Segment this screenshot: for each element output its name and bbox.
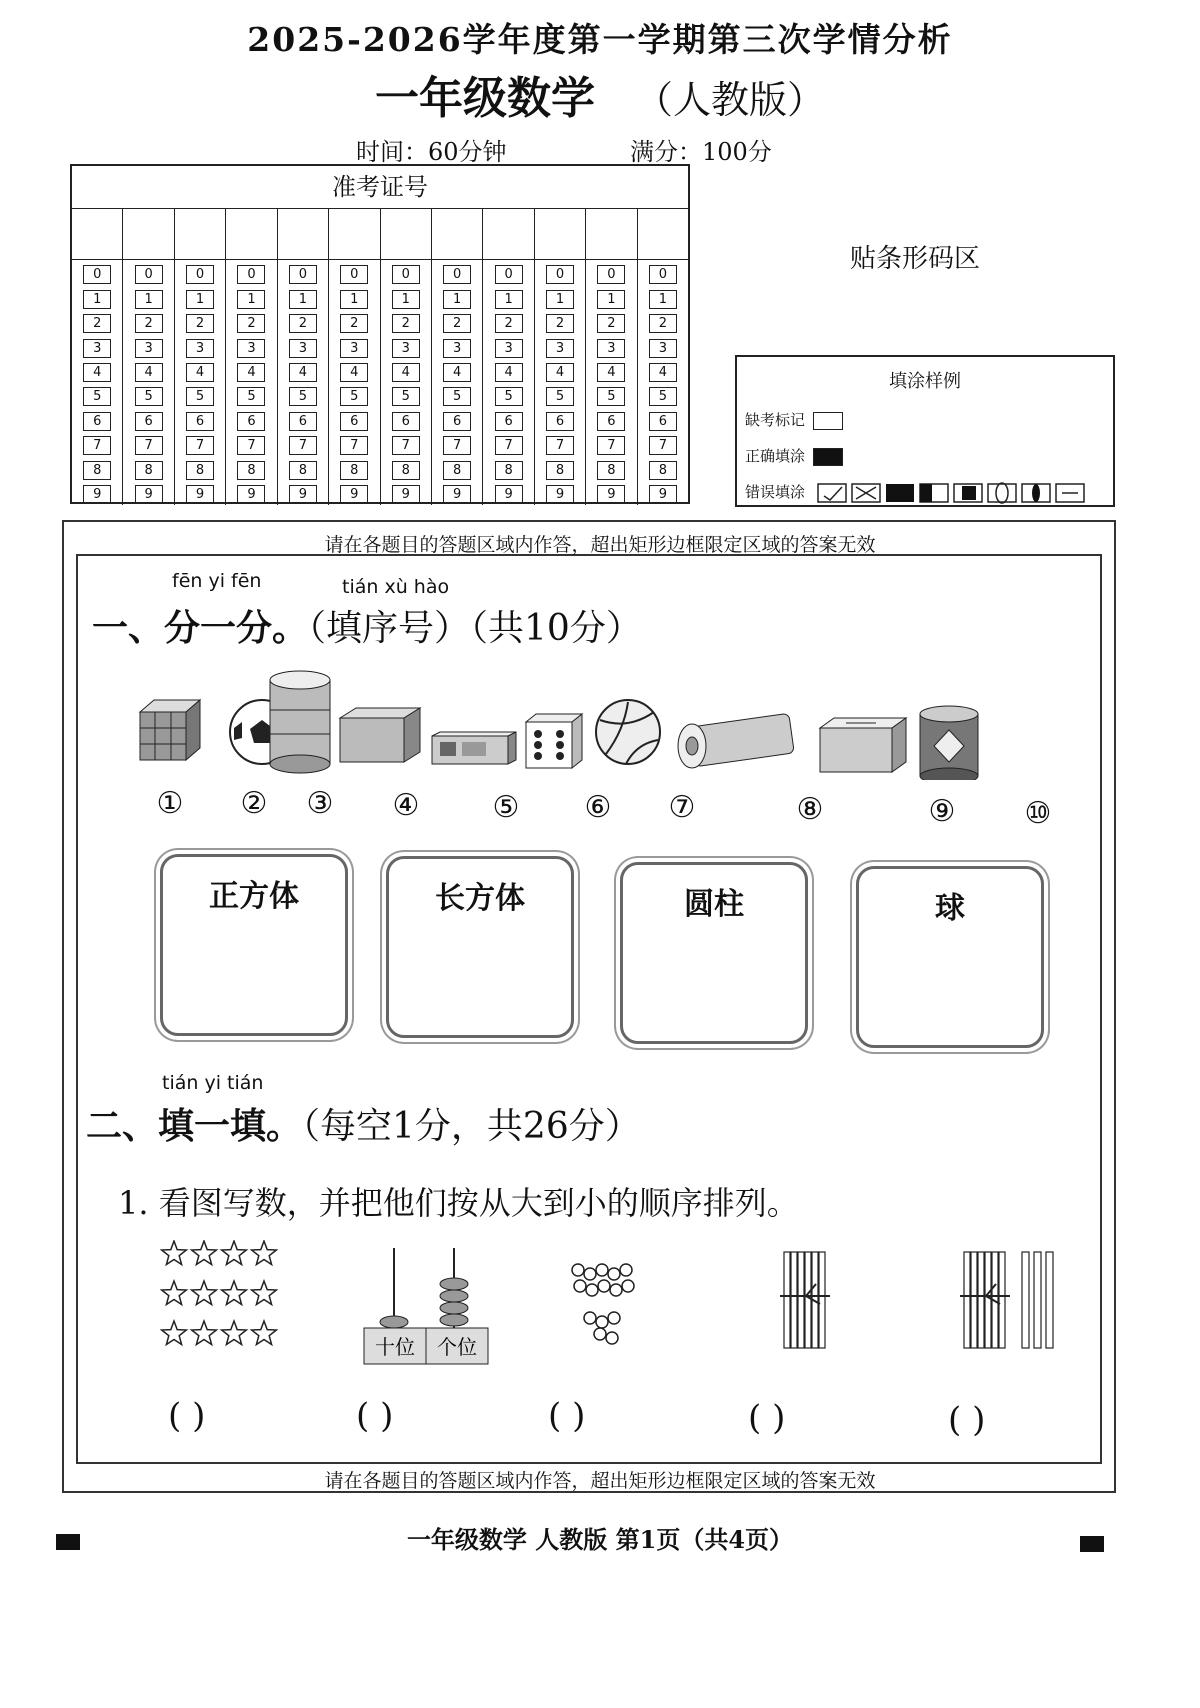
id-digit-bubble[interactable]: 3	[289, 339, 317, 358]
single-stick	[1046, 1252, 1053, 1348]
answer-blank-5[interactable]: ( )	[948, 1400, 986, 1440]
id-digit-bubble[interactable]: 1	[495, 290, 523, 309]
id-digit-bubble[interactable]: 8	[546, 461, 574, 480]
id-column	[72, 209, 123, 505]
id-digit-bubble[interactable]: 2	[289, 314, 317, 333]
admission-id-grid	[70, 164, 690, 504]
id-digit-bubble[interactable]: 8	[186, 461, 214, 480]
stick-bundle-icon	[780, 1252, 830, 1348]
id-write-cell[interactable]	[72, 209, 122, 260]
id-digit-bubble[interactable]: 2	[443, 314, 471, 333]
section2-title: 二、填一填。	[86, 1105, 303, 1147]
id-digit-bubble[interactable]: 0	[546, 265, 574, 284]
id-write-cell[interactable]	[381, 209, 431, 260]
id-write-cell[interactable]	[226, 209, 276, 260]
id-write-cell[interactable]	[432, 209, 482, 260]
id-digit-bubble[interactable]: 5	[443, 387, 471, 406]
page-footer: 一年级数学 人教版 第1页（共4页）	[406, 1525, 794, 1554]
id-digit-bubble[interactable]: 9	[186, 485, 214, 504]
id-digit-bubble[interactable]: 4	[392, 363, 420, 382]
volleyball-icon	[596, 700, 660, 764]
stick	[805, 1252, 811, 1348]
id-digit-bubble[interactable]: 9	[237, 485, 265, 504]
id-digit-bubble[interactable]: 7	[392, 436, 420, 455]
id-column	[175, 209, 226, 505]
object-number-10: ⑩	[1024, 796, 1052, 831]
id-write-cell[interactable]	[586, 209, 636, 260]
id-digit-bubble[interactable]: 0	[340, 265, 368, 284]
id-digit-bubble[interactable]: 4	[135, 363, 163, 382]
id-digit-bubble[interactable]: 1	[135, 290, 163, 309]
barcode-area: 贴条形码区	[850, 244, 981, 274]
subject-label: 一年级数学	[374, 73, 595, 124]
abacus-ones-label: 个位	[437, 1335, 477, 1359]
single-stick	[1034, 1252, 1041, 1348]
id-digit-bubble[interactable]: 0	[597, 265, 625, 284]
stick	[798, 1252, 804, 1348]
id-digit-bubble[interactable]: 5	[186, 387, 214, 406]
fill-sample-box	[735, 355, 1115, 507]
bead	[574, 1280, 586, 1292]
id-digit-bubble[interactable]: 8	[237, 461, 265, 480]
id-digit-bubble[interactable]: 9	[340, 485, 368, 504]
bead	[608, 1268, 620, 1280]
id-digit-bubble[interactable]: 3	[392, 339, 420, 358]
id-write-cell[interactable]	[278, 209, 328, 260]
correct-fill-row	[745, 445, 843, 466]
id-digit-bubble[interactable]: 4	[289, 363, 317, 382]
object-number-5: ⑤	[492, 790, 520, 825]
category-label-cube: 正方体	[209, 879, 299, 914]
id-digit-bubble[interactable]: 8	[443, 461, 471, 480]
id-digit-bubble[interactable]: 0	[289, 265, 317, 284]
id-write-cell[interactable]	[535, 209, 585, 260]
bead	[620, 1264, 632, 1276]
stick	[964, 1252, 970, 1348]
id-digit-bubble[interactable]: 5	[289, 387, 317, 406]
id-digit-bubble[interactable]: 5	[546, 387, 574, 406]
id-digit-bubble[interactable]: 5	[597, 387, 625, 406]
object-number-4: ④	[392, 788, 420, 823]
id-digit-bubble[interactable]: 3	[443, 339, 471, 358]
id-digit-bubble[interactable]: 0	[443, 265, 471, 284]
star	[222, 1281, 247, 1305]
star	[252, 1241, 277, 1265]
id-digit-bubble[interactable]: 9	[546, 485, 574, 504]
stick-bundle-with-singles-icon	[960, 1252, 1053, 1348]
bead	[594, 1328, 606, 1340]
id-digit-bubble[interactable]: 2	[597, 314, 625, 333]
id-digit-bubble[interactable]: 9	[495, 485, 523, 504]
stick	[978, 1252, 984, 1348]
id-digit-bubble[interactable]: 4	[83, 363, 111, 382]
id-digit-bubble[interactable]: 0	[135, 265, 163, 284]
id-digit-bubble[interactable]: 9	[83, 485, 111, 504]
stick	[784, 1252, 790, 1348]
id-digit-bubble[interactable]: 3	[597, 339, 625, 358]
id-digit-bubble[interactable]: 7	[289, 436, 317, 455]
id-digit-bubble[interactable]: 4	[443, 363, 471, 382]
bead	[606, 1332, 618, 1344]
section1-pinyin-a: fēn yi fēn	[172, 570, 262, 592]
bead	[596, 1316, 608, 1328]
id-digit-bubble[interactable]: 3	[495, 339, 523, 358]
id-digit-bubble[interactable]: 8	[83, 461, 111, 480]
section1-pinyin-b: tián xù hào	[342, 576, 450, 598]
id-digit-bubble[interactable]: 4	[597, 363, 625, 382]
single-stick	[1022, 1252, 1029, 1348]
id-digit-bubble[interactable]: 1	[546, 290, 574, 309]
carton-icon	[820, 718, 906, 772]
id-digit-bubble[interactable]: 4	[186, 363, 214, 382]
category-label-cylinder: 圆柱	[684, 887, 744, 922]
id-digit-bubble[interactable]: 9	[443, 485, 471, 504]
id-digit-bubble[interactable]: 3	[237, 339, 265, 358]
id-digit-bubble[interactable]: 1	[649, 290, 677, 309]
bead	[584, 1268, 596, 1280]
box-icon	[340, 708, 420, 762]
id-digit-bubble[interactable]: 5	[649, 387, 677, 406]
category-box-cylinder[interactable]	[620, 862, 808, 1044]
bead	[586, 1284, 598, 1296]
star	[192, 1321, 217, 1345]
id-write-cell[interactable]	[329, 209, 379, 260]
star	[192, 1241, 217, 1265]
section2-pinyin: tián yi tián	[162, 1072, 264, 1094]
id-column	[123, 209, 174, 505]
id-digit-bubble[interactable]: 5	[237, 387, 265, 406]
id-digit-bubble[interactable]: 6	[289, 412, 317, 431]
id-column	[586, 209, 637, 505]
id-digit-bubble[interactable]: 3	[83, 339, 111, 358]
object-number-1: ①	[156, 786, 184, 821]
id-digit-bubble[interactable]: 0	[237, 265, 265, 284]
star	[162, 1281, 187, 1305]
id-digit-bubble[interactable]: 9	[135, 485, 163, 504]
id-digit-bubble[interactable]: 8	[289, 461, 317, 480]
bead	[572, 1264, 584, 1276]
bead	[584, 1312, 596, 1324]
id-digit-bubble[interactable]: 5	[340, 387, 368, 406]
id-write-cell[interactable]	[638, 209, 688, 260]
id-digit-bubble[interactable]: 7	[186, 436, 214, 455]
id-digit-bubble[interactable]: 4	[237, 363, 265, 382]
id-digit-bubble[interactable]: 6	[495, 412, 523, 431]
id-digit-bubble[interactable]: 2	[546, 314, 574, 333]
id-digit-bubble[interactable]: 2	[83, 314, 111, 333]
id-digit-bubble[interactable]: 4	[340, 363, 368, 382]
id-columns	[72, 209, 688, 505]
answer-blank-2[interactable]: ( )	[356, 1396, 394, 1436]
fill-sample-title: 填涂样例	[889, 371, 961, 392]
abacus-icon	[364, 1248, 488, 1364]
dice-icon	[526, 714, 582, 768]
id-column	[226, 209, 277, 505]
id-column	[535, 209, 586, 505]
id-digit-bubble[interactable]: 1	[83, 290, 111, 309]
id-digit-bubble[interactable]: 1	[340, 290, 368, 309]
id-digit-bubble[interactable]: 9	[392, 485, 420, 504]
stick	[999, 1252, 1005, 1348]
id-digit-bubble[interactable]: 7	[83, 436, 111, 455]
id-digit-bubble[interactable]: 4	[495, 363, 523, 382]
absent-mark-label: 缺考标记	[745, 411, 806, 429]
id-digit-bubble[interactable]: 2	[392, 314, 420, 333]
category-label-sphere: 球	[935, 891, 965, 926]
star	[252, 1281, 277, 1305]
bead	[622, 1280, 634, 1292]
id-digit-bubble[interactable]: 6	[597, 412, 625, 431]
id-digit-bubble[interactable]: 6	[135, 412, 163, 431]
id-digit-bubble[interactable]: 8	[135, 461, 163, 480]
answer-area-warning-top: 请在各题目的答题区域内作答，超出矩形边框限定区域的答案无效	[324, 534, 876, 556]
star	[162, 1241, 187, 1265]
shape-objects-row	[130, 660, 1090, 780]
id-digit-bubble[interactable]: 0	[83, 265, 111, 284]
id-digit-bubble[interactable]: 8	[495, 461, 523, 480]
bead	[608, 1312, 620, 1324]
answer-blank-3[interactable]: ( )	[548, 1396, 586, 1436]
id-column	[638, 209, 688, 505]
id-digit-bubble[interactable]: 9	[289, 485, 317, 504]
wrong-fill-examples-icon	[816, 482, 1086, 504]
id-digit-bubble[interactable]: 5	[135, 387, 163, 406]
id-digit-bubble[interactable]: 1	[597, 290, 625, 309]
id-digit-bubble[interactable]: 8	[392, 461, 420, 480]
id-digit-bubble[interactable]: 6	[392, 412, 420, 431]
answer-blank-4[interactable]: ( )	[748, 1398, 786, 1438]
id-column	[329, 209, 380, 505]
id-digit-bubble[interactable]: 2	[237, 314, 265, 333]
id-digit-bubble[interactable]: 0	[392, 265, 420, 284]
id-digit-bubble[interactable]: 5	[83, 387, 111, 406]
long-box-icon	[432, 732, 516, 764]
id-digit-bubble[interactable]: 2	[495, 314, 523, 333]
id-digit-bubble[interactable]: 9	[597, 485, 625, 504]
section2-instructions: （每空1分，共26分）	[302, 1106, 641, 1147]
category-box-sphere[interactable]	[856, 866, 1044, 1048]
id-digit-bubble[interactable]: 7	[443, 436, 471, 455]
stars-icon	[162, 1241, 277, 1345]
id-digit-bubble[interactable]: 3	[546, 339, 574, 358]
admission-id-label: 准考证号	[72, 166, 688, 209]
id-digit-bubble[interactable]: 4	[546, 363, 574, 382]
star	[222, 1241, 247, 1265]
id-digit-bubble[interactable]: 2	[340, 314, 368, 333]
stick	[819, 1252, 825, 1348]
wrong-fill-row	[745, 481, 1086, 504]
id-digit-bubble[interactable]: 7	[649, 436, 677, 455]
section1-instructions: （填序号）（共10分）	[308, 608, 642, 649]
rolled-mat-icon	[678, 713, 794, 768]
object-number-2: ②	[240, 786, 268, 821]
stick	[791, 1252, 797, 1348]
id-digit-bubble[interactable]: 7	[597, 436, 625, 455]
id-digit-bubble[interactable]: 6	[83, 412, 111, 431]
full-score: 满分：100分	[630, 138, 772, 166]
category-box-cube[interactable]	[160, 854, 348, 1036]
stick	[985, 1252, 991, 1348]
section2-heading	[86, 1098, 641, 1149]
question-1-text: 1. 看图写数，并把他们按从大到小的顺序排列。	[118, 1184, 799, 1222]
id-column	[278, 209, 329, 505]
id-digit-bubble[interactable]: 6	[649, 412, 677, 431]
object-number-6: ⑥	[584, 790, 612, 825]
id-digit-bubble[interactable]: 1	[237, 290, 265, 309]
correct-fill-label: 正确填涂	[745, 447, 806, 465]
wrong-fill-label: 错误填涂	[745, 483, 806, 501]
id-digit-bubble[interactable]: 3	[135, 339, 163, 358]
bead	[596, 1264, 608, 1276]
id-digit-bubble[interactable]: 0	[186, 265, 214, 284]
star	[252, 1321, 277, 1345]
time-limit: 时间：60分钟	[356, 138, 507, 166]
bead	[610, 1284, 622, 1296]
id-digit-bubble[interactable]: 1	[186, 290, 214, 309]
object-number-3: ③	[306, 786, 334, 821]
id-digit-bubble[interactable]: 1	[289, 290, 317, 309]
beads-icon	[572, 1264, 634, 1344]
id-digit-bubble[interactable]: 5	[495, 387, 523, 406]
id-digit-bubble[interactable]: 8	[649, 461, 677, 480]
id-digit-bubble[interactable]: 0	[495, 265, 523, 284]
id-digit-bubble[interactable]: 9	[649, 485, 677, 504]
id-digit-bubble[interactable]: 5	[392, 387, 420, 406]
id-digit-bubble[interactable]: 7	[340, 436, 368, 455]
star	[222, 1321, 247, 1345]
bead	[598, 1280, 610, 1292]
rubiks-cube-icon	[140, 700, 200, 760]
absent-mark-checkbox[interactable]	[813, 412, 843, 430]
star	[192, 1281, 217, 1305]
category-box-cuboid[interactable]	[386, 856, 574, 1038]
id-digit-bubble[interactable]: 7	[495, 436, 523, 455]
id-digit-bubble[interactable]: 8	[597, 461, 625, 480]
id-column	[432, 209, 483, 505]
id-digit-bubble[interactable]: 7	[237, 436, 265, 455]
object-number-7: ⑦	[668, 790, 696, 825]
object-number-8: ⑧	[796, 792, 824, 827]
id-digit-bubble[interactable]: 6	[340, 412, 368, 431]
id-digit-bubble[interactable]: 2	[135, 314, 163, 333]
id-digit-bubble[interactable]: 2	[649, 314, 677, 333]
star	[162, 1321, 187, 1345]
counting-pictures-row	[160, 1240, 1120, 1380]
category-label-cuboid: 长方体	[435, 881, 525, 916]
answer-blank-1[interactable]: ( )	[168, 1396, 206, 1436]
id-digit-bubble[interactable]: 1	[443, 290, 471, 309]
id-digit-bubble[interactable]: 7	[135, 436, 163, 455]
id-digit-bubble[interactable]: 8	[340, 461, 368, 480]
id-write-cell[interactable]	[483, 209, 533, 260]
id-digit-bubble[interactable]: 6	[443, 412, 471, 431]
exam-title: 2025-2026学年度第一学期第三次学情分析	[247, 20, 953, 59]
id-digit-bubble[interactable]: 2	[186, 314, 214, 333]
barrel-icon	[270, 671, 330, 773]
stick	[971, 1252, 977, 1348]
id-digit-bubble[interactable]: 6	[186, 412, 214, 431]
id-digit-bubble[interactable]: 6	[546, 412, 574, 431]
answer-area-warning-bottom: 请在各题目的答题区域内作答，超出矩形边框限定区域的答案无效	[324, 1470, 876, 1492]
id-digit-bubble[interactable]: 3	[649, 339, 677, 358]
object-number-9: ⑨	[928, 794, 956, 829]
id-digit-bubble[interactable]: 3	[186, 339, 214, 358]
id-digit-bubble[interactable]: 6	[237, 412, 265, 431]
id-column	[381, 209, 432, 505]
id-digit-bubble[interactable]: 7	[546, 436, 574, 455]
id-digit-bubble[interactable]: 4	[649, 363, 677, 382]
abacus-tens-label: 十位	[375, 1335, 415, 1359]
section1-title: 一、分一分。	[92, 607, 309, 649]
id-digit-bubble[interactable]: 0	[649, 265, 677, 284]
section1-heading	[92, 600, 642, 651]
exam-subtitle	[0, 62, 1200, 126]
id-write-cell[interactable]	[175, 209, 225, 260]
id-column	[483, 209, 534, 505]
tea-can-icon	[920, 706, 978, 780]
correct-fill-example	[813, 448, 843, 466]
edition-label: （人教版）	[634, 78, 825, 122]
id-digit-bubble[interactable]: 1	[392, 290, 420, 309]
id-digit-bubble[interactable]: 3	[340, 339, 368, 358]
id-write-cell[interactable]	[123, 209, 173, 260]
absent-mark-row	[745, 409, 843, 430]
